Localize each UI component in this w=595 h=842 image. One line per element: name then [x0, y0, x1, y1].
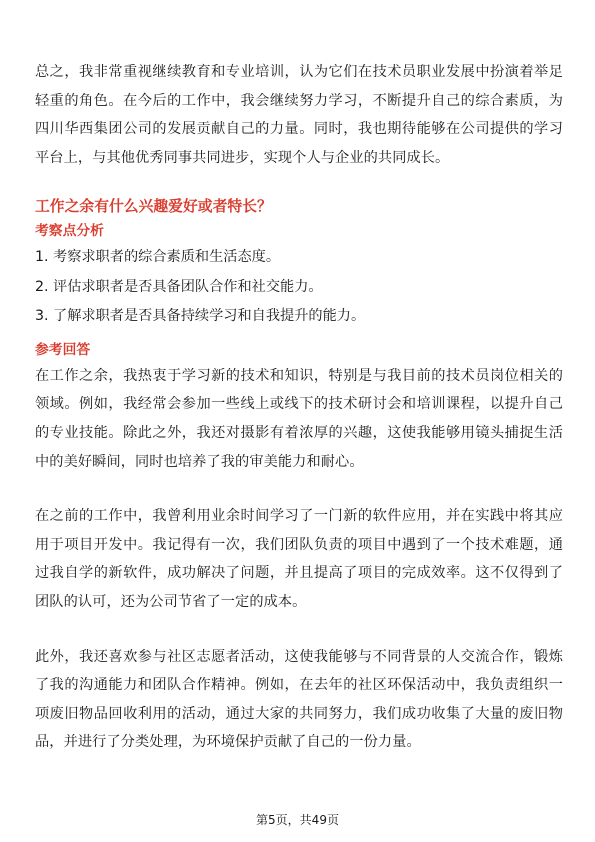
- analysis-item: 2. 评估求职者是否具备团队合作和社交能力。: [35, 278, 323, 295]
- analysis-item: 3. 了解求职者是否具备持续学习和自我提升的能力。: [35, 308, 366, 325]
- analysis-list: [35, 243, 563, 332]
- answer-paragraph: 在之前的工作中，我曾利用业余时间学习了一门新的软件应用，并在实践中将其应用于项目开发中。我记得有一次，我们团队负责的项目中遇到了一个技术难题，通过我自学的新软件，成功解决了问题，并且提高了项目的完成效率。这不仅得到了团队的认可，还为公司节省了一定的成本。: [35, 508, 563, 611]
- analysis-heading: 考察点分析: [35, 223, 104, 240]
- document-page: [35, 58, 563, 757]
- answer-paragraph: 在工作之余，我热衷于学习新的技术和知识，特别是与我目前的技术员岗位相关的领域。例如，我经常会参加一些线上或线下的技术研讨会和培训课程，以提升自己的专业技能。除此之外，我还对摄影有着浓厚的兴趣，这使我能够用镜头捕捉生活中的美好瞬间，同时也培养了我的审美能力和耐心。: [35, 367, 563, 470]
- answer-heading: 参考回答: [35, 341, 91, 358]
- page-number: 第5页，共49页: [256, 813, 339, 827]
- analysis-item: 1. 考察求职者的综合素质和生活态度。: [35, 249, 281, 266]
- intro-paragraph: 总之，我非常重视继续教育和专业培训，认为它们在技术员职业发展中扮演着举足轻重的角色。在今后的工作中，我会继续努力学习，不断提升自己的综合素质，为四川华西集团公司的发展贡献自己的力量。同时，我也期待能够在公司提供的学习平台上，与其他优秀同事共同进步，实现个人与企业的共同成长。: [35, 64, 563, 166]
- question-title: 工作之余有什么兴趣爱好或者特长？: [35, 198, 272, 216]
- answer-paragraph: 此外，我还喜欢参与社区志愿者活动，这使我能够与不同背景的人交流合作，锻炼了我的沟通能力和团队合作精神。例如，在去年的社区环保活动中，我负责组织一项废旧物品回收利用的活动，通过大家的共同努力，我们成功收集了大量的废旧物品，并进行了分类处理，为环境保护贡献了自己的一份力量。: [35, 648, 563, 751]
